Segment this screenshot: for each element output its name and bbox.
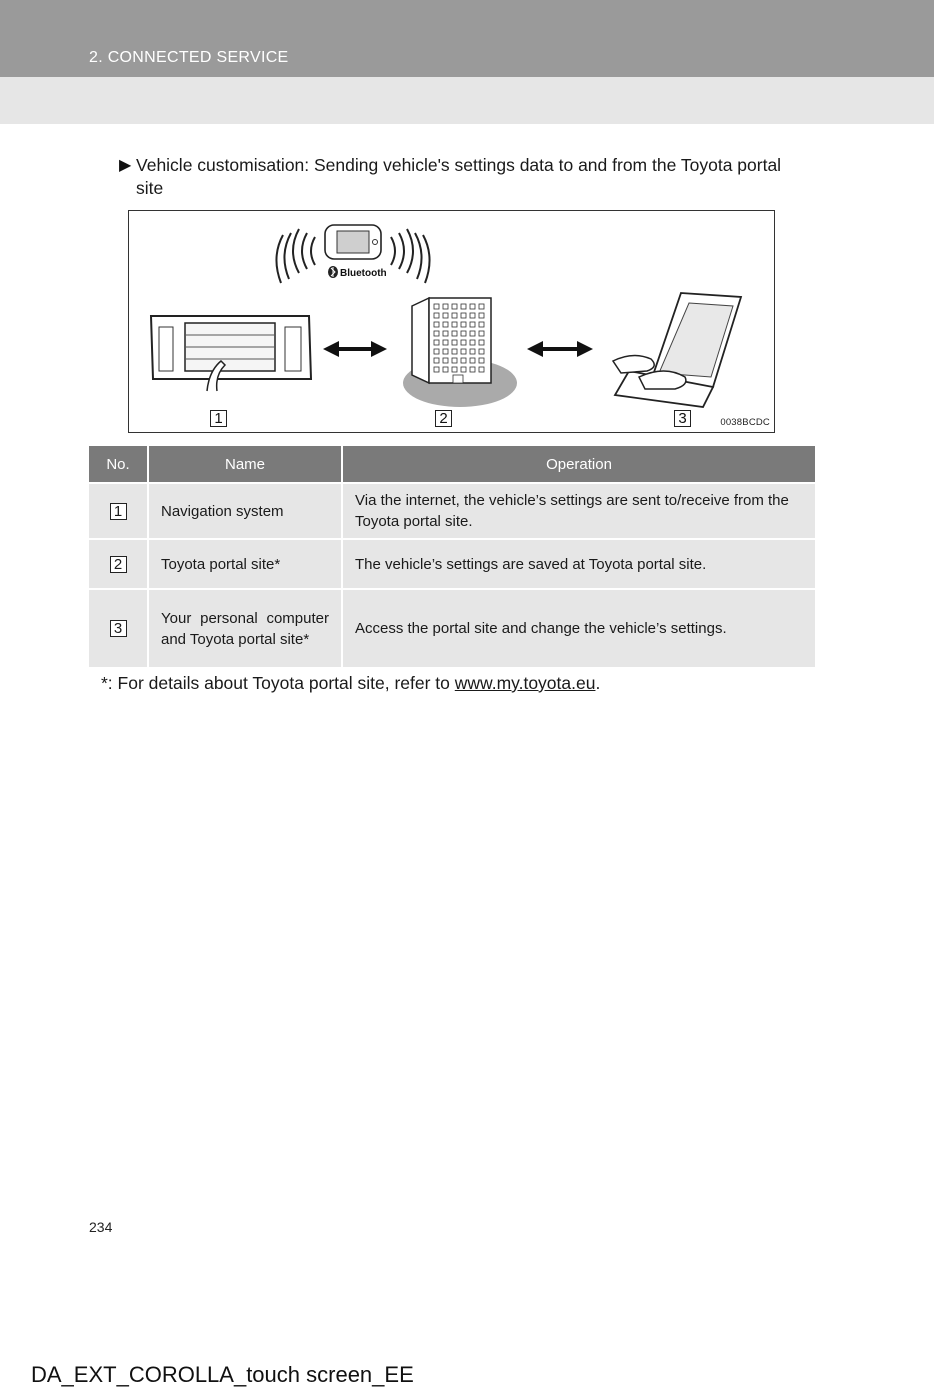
column-header-operation: Operation (342, 446, 815, 483)
table-row (89, 483, 815, 539)
column-header-no: No. (89, 446, 148, 483)
callout-2: 2 (435, 410, 452, 427)
row-name: Toyota portal site* (148, 539, 342, 589)
bidirectional-arrow-icon (323, 341, 387, 357)
bidirectional-arrow-icon (527, 341, 593, 357)
row-operation: Via the internet, the vehicle’s settings are sent to/receive from the Toyota portal site. (342, 483, 815, 539)
navigation-unit-icon (151, 316, 311, 391)
bluetooth-label: Bluetooth (340, 268, 387, 279)
triangle-bullet-icon: ▶ (119, 157, 132, 174)
callout-3: 3 (674, 410, 691, 427)
header-bar (0, 0, 934, 77)
table-row (89, 539, 815, 589)
callout-1: 1 (210, 410, 227, 427)
laptop-icon (613, 293, 741, 407)
column-header-name: Name (148, 446, 342, 483)
illustration-drawing (129, 211, 774, 432)
row-number-badge: 1 (110, 503, 127, 520)
header-band (0, 77, 934, 124)
intro-bullet (119, 154, 809, 200)
section-title: 2. CONNECTED SERVICE (89, 49, 289, 66)
row-number-cell (89, 589, 148, 667)
footnote-text: *: For details about Toyota portal site, refer to (101, 673, 455, 693)
row-name: Navigation system (148, 483, 342, 539)
row-name: Your personal computer and Toyota portal site* (148, 589, 342, 667)
row-number-cell (89, 483, 148, 539)
row-operation: The vehicle’s settings are saved at Toyota portal site. (342, 539, 815, 589)
footnote (101, 673, 600, 694)
table-row (89, 589, 815, 667)
footnote-suffix: . (595, 673, 601, 693)
connection-illustration (128, 210, 775, 433)
row-number-cell (89, 539, 148, 589)
operations-table (89, 446, 815, 667)
wireless-waves-right-icon (391, 229, 430, 283)
wireless-waves-left-icon (276, 229, 315, 283)
smartphone-icon (325, 225, 381, 259)
bluetooth-icon (328, 266, 338, 278)
row-operation: Access the portal site and change the vehicle’s settings. (342, 589, 815, 667)
building-icon (403, 298, 517, 407)
portal-link[interactable]: www.my.toyota.eu (454, 673, 596, 693)
table-header-row (89, 446, 815, 483)
intro-text: Vehicle customisation: Sending vehicle's settings data to and from the Toyota portal site (136, 155, 782, 198)
row-number-badge: 2 (110, 556, 127, 573)
page-number: 234 (89, 1219, 113, 1235)
row-number-badge: 3 (110, 620, 127, 637)
document-id: DA_EXT_COROLLA_touch screen_EE (31, 1362, 414, 1387)
figure-code: 0038BCDC (720, 417, 770, 428)
